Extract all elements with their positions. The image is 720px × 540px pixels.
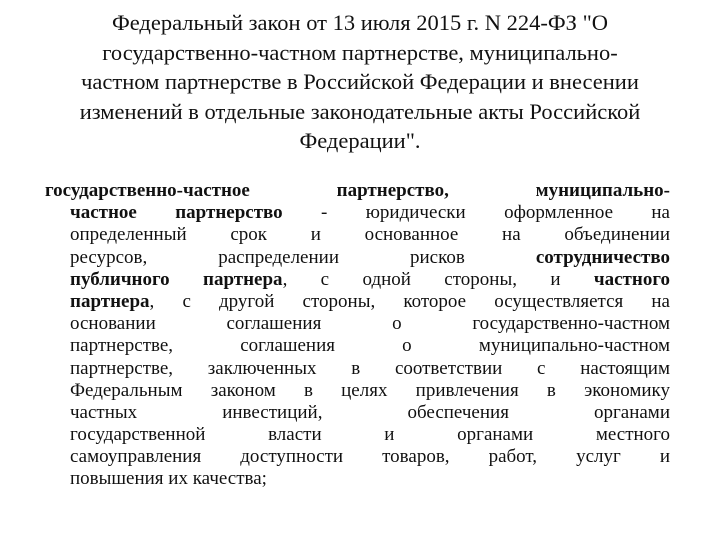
definition-text: , с одной стороны, и	[282, 268, 594, 290]
definition-text: - юридически оформленное на	[282, 202, 670, 224]
emphasis-text: сотрудничество	[535, 246, 670, 268]
definition-line: самоуправления доступности товаров, работ, услуг и	[70, 446, 670, 468]
definition-line: партнерстве, заключенных в соответствии с настоящим	[70, 357, 670, 379]
emphasis-text: партнера	[70, 290, 150, 312]
definition-line: определенный срок и основанное на объединении	[70, 224, 670, 246]
definition-line	[70, 291, 670, 313]
title-line: Федерации".	[299, 128, 421, 153]
definition-line	[45, 180, 670, 202]
definition-line: повышения их качества;	[70, 468, 267, 490]
title-line: Федеральный закон от 13 июля 2015 г. N 224-ФЗ "О	[111, 10, 609, 35]
emphasis-text: публичного партнера	[70, 268, 283, 290]
defined-term: государственно-частное партнерство, муниципально-	[45, 180, 670, 201]
title-line: изменений в отдельные законодательные акты Российской	[79, 98, 641, 124]
definition-line	[70, 269, 670, 291]
definition-line: партнерстве, соглашения о муниципально-частном	[70, 335, 670, 357]
law-title	[40, 8, 680, 156]
title-line: государственно-частном партнерстве, муниципально-	[102, 39, 618, 65]
definition-text: ресурсов, распределении рисков	[70, 246, 536, 268]
emphasis-text: частного	[593, 268, 670, 290]
definition-line	[70, 247, 670, 269]
definition-line: Федеральным законом в целях привлечения в экономику	[70, 379, 670, 401]
definition-line	[70, 202, 670, 224]
definition-text: , с другой стороны, которое осуществляется на	[149, 290, 670, 312]
definition-paragraph	[0, 180, 720, 491]
title-line: частном партнерстве в Российской Федерации и внесении	[81, 69, 639, 94]
definition-line: частных инвестиций, обеспечения органами	[70, 401, 670, 423]
definition-line: основании соглашения о государственно-частном	[70, 313, 670, 335]
defined-term: частное партнерство	[70, 202, 283, 224]
definition-line: государственной власти и органами местного	[70, 424, 670, 446]
